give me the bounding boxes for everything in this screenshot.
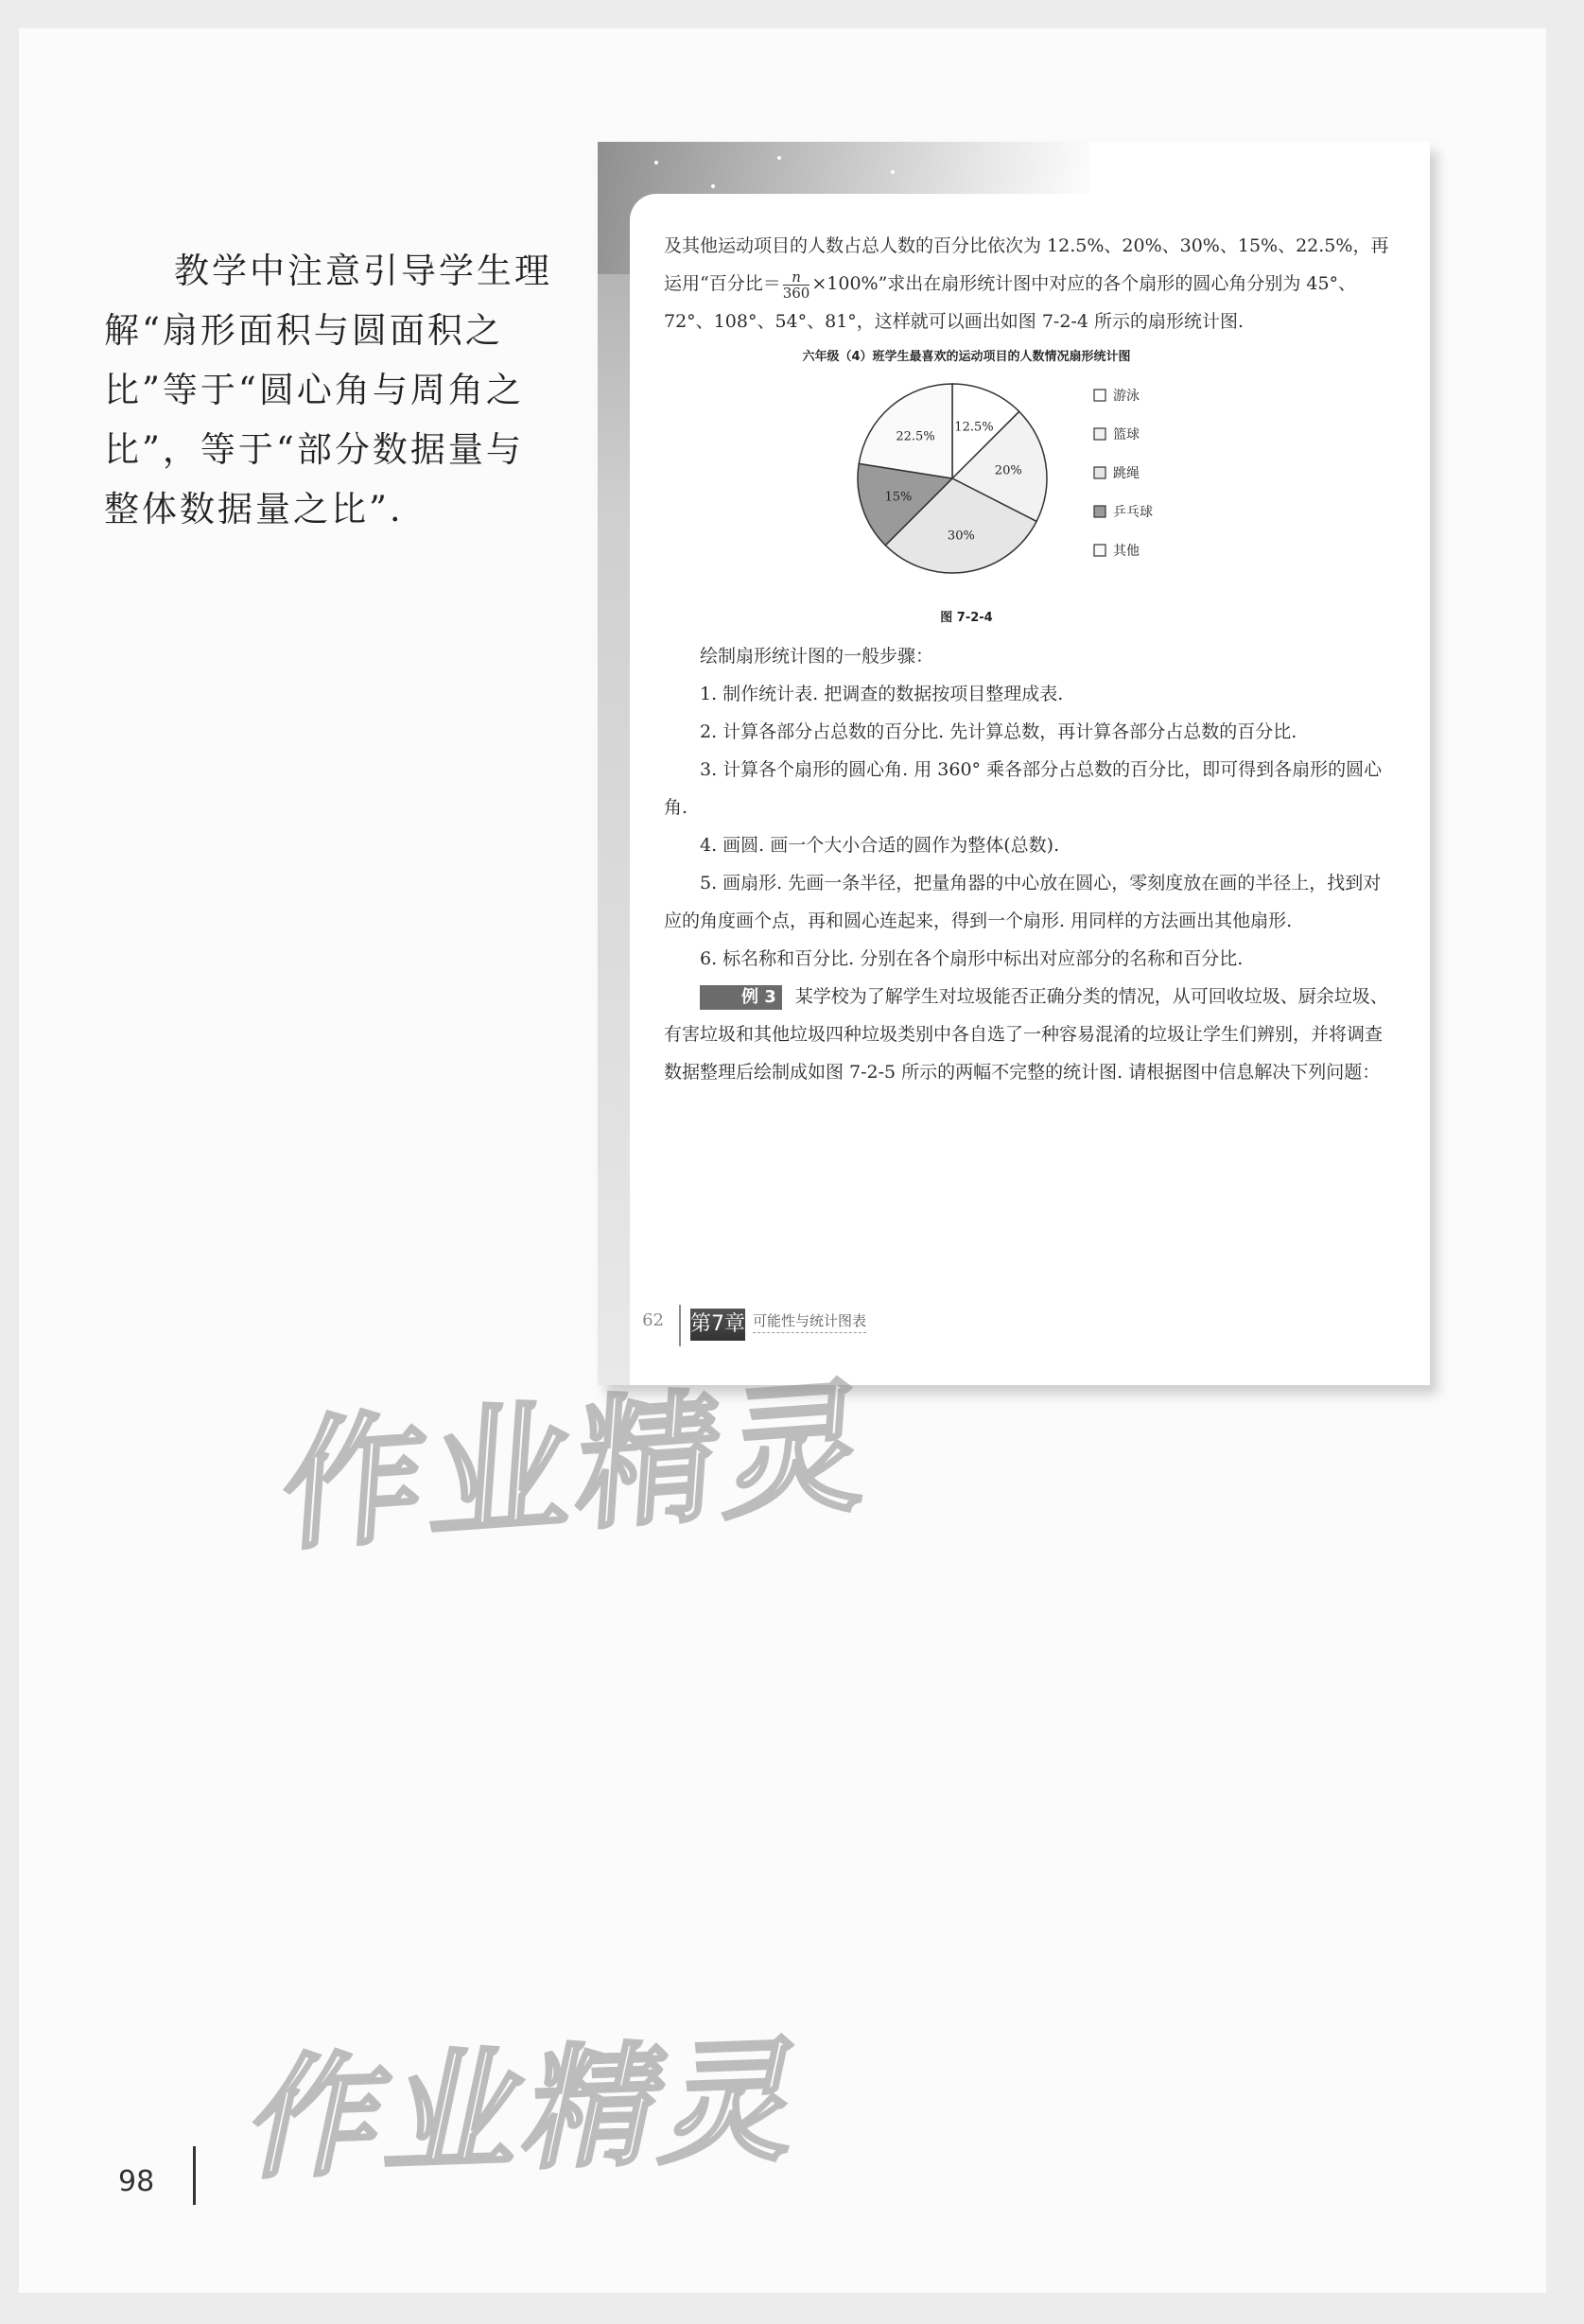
- legend-label: 其他: [1113, 544, 1140, 559]
- textbook-inset: [598, 142, 1430, 1385]
- para1-part-b: ×100%”求出在扇形统计图中对应的各个扇形的圆心角分别为 45°、72°、108°、54°、81°，这样就可以画出如图 7-2-4 所示的扇形统计图.: [664, 273, 1357, 332]
- page-number-divider: [193, 2146, 196, 2205]
- example-tag: 例 3: [700, 985, 782, 1010]
- chapter-title: 可能性与统计图表: [753, 1310, 866, 1333]
- chapter-badge: 第7章: [690, 1309, 745, 1341]
- step-5: 5. 画扇形. 先画一条半径，把量角器的中心放在圆心，零刻度放在画的半径上，找到对应的角度画个点，再和圆心连起来，得到一个扇形. 用同样的方法画出其他扇形.: [664, 873, 1382, 931]
- legend-label: 乒乓球: [1113, 505, 1153, 520]
- inset-page-number: 62: [642, 1310, 664, 1330]
- paragraph-percentages: [664, 227, 1397, 340]
- para1-part-a: 及其他运动项目的人数占总人数的百分比依次为 12.5%、20%、30%、15%、22.5%，再运用“百分比＝: [664, 235, 1389, 294]
- pie-chart: [664, 348, 1397, 609]
- sparkle-icon: [777, 156, 781, 160]
- sparkle-icon: [891, 170, 895, 174]
- slice-label: 20%: [994, 463, 1022, 478]
- formula-fraction: [783, 269, 810, 301]
- inset-side-decoration: [598, 142, 630, 1385]
- legend-label: 游泳: [1113, 389, 1140, 404]
- side-note: [104, 241, 553, 539]
- legend-swatch: [1094, 390, 1105, 401]
- step-2: 2. 计算各部分占总数的百分比. 先计算总数，再计算各部分占总数的百分比.: [700, 721, 1297, 742]
- slice-label: 15%: [884, 490, 913, 505]
- step-3: 3. 计算各个扇形的圆心角. 用 360° 乘各部分占总数的百分比，即可得到各扇形的圆心角.: [664, 759, 1383, 818]
- chart-title: 六年级（4）班学生最喜欢的运动项目的人数情况扇形统计图: [802, 350, 1131, 364]
- watermark: 作业精灵: [277, 1363, 879, 1571]
- legend-swatch: [1094, 545, 1105, 556]
- inset-content: [664, 227, 1397, 1091]
- slice-label: 30%: [947, 529, 975, 544]
- figure-caption: 图 7-2-4: [940, 611, 993, 625]
- formula-numerator: n: [783, 269, 810, 286]
- legend-swatch: [1094, 506, 1105, 517]
- sparkle-icon: [654, 161, 658, 165]
- example-text: 某学校为了解学生对垃圾能否正确分类的情况，从可回收垃圾、厨余垃圾、有害垃圾和其他垃圾四种垃圾类别中各自选了一种容易混淆的垃圾让学生们辨别，并将调查数据整理后绘制成如图 7-2-5 所示的两幅不完整的统计图. 请根据图中信息解决下列问题：: [664, 986, 1388, 1083]
- step-6: 6. 标名称和百分比. 分别在各个扇形中标出对应部分的名称和百分比.: [700, 948, 1244, 969]
- slice-label: 22.5%: [896, 429, 935, 444]
- legend-label: 篮球: [1113, 427, 1140, 442]
- slice-label: 12.5%: [954, 420, 994, 435]
- watermark: 作业精灵: [236, 2023, 822, 2198]
- sparkle-icon: [711, 184, 715, 188]
- legend-swatch: [1094, 467, 1105, 478]
- formula-denominator: 360: [782, 284, 810, 302]
- step-1: 1. 制作统计表. 把调查的数据按项目整理成表.: [700, 684, 1064, 704]
- legend-label: 跳绳: [1113, 466, 1140, 481]
- side-note-text: 教学中注意引导学生理解“扇形面积与圆面积之比”等于“圆心角与周角之比”，等于“部分数据量与整体数据量之比”.: [104, 251, 552, 529]
- steps-intro: 绘制扇形统计图的一般步骤：: [700, 646, 934, 667]
- page-number: 98: [118, 2165, 155, 2198]
- footer-divider: [679, 1305, 681, 1346]
- legend-swatch: [1094, 428, 1105, 440]
- step-4: 4. 画圆. 画一个大小合适的圆作为整体(总数).: [700, 835, 1060, 856]
- example-3: [664, 978, 1397, 1091]
- pie-chart-block: [664, 348, 1397, 632]
